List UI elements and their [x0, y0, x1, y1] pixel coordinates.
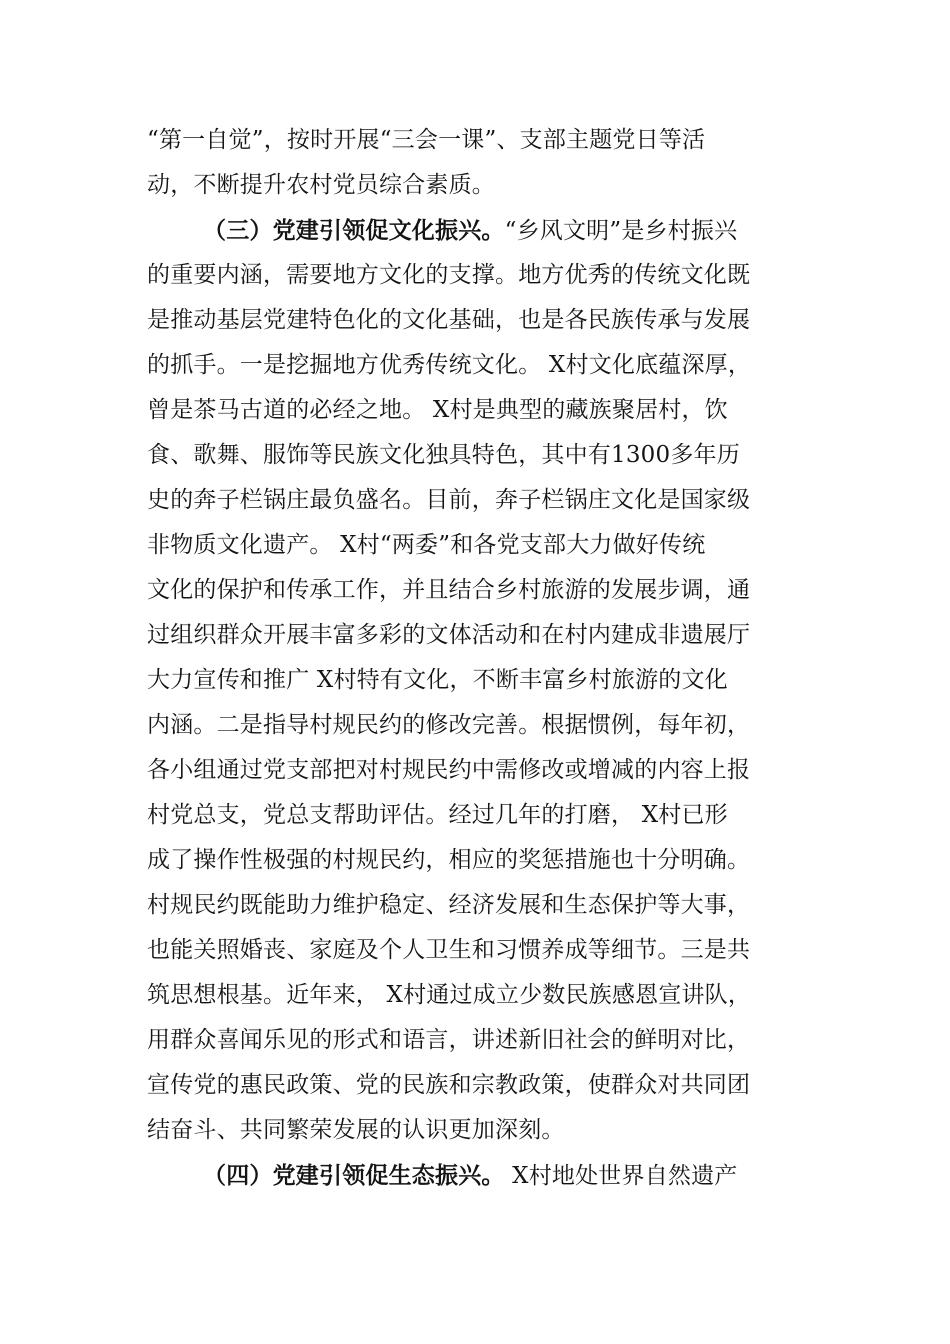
text-line: 曾是茶马古道的必经之地。 X村是典型的藏族聚居村，饮: [147, 397, 728, 423]
text-line: 也能关照婚丧、家庭及个人卫生和习惯养成等细节。三是共: [147, 937, 751, 963]
text-line: 大力宣传和推广 X村特有文化，不断丰富乡村旅游的文化: [147, 667, 728, 693]
section-heading: （三）党建引领促文化振兴。: [203, 217, 505, 244]
text-line: 是推动基层党建特色化的文化基础，也是各民族传承与发展: [147, 307, 751, 333]
text-line: 史的奔子栏锅庄最负盛名。目前，奔子栏锅庄文化是国家级: [147, 487, 751, 513]
text-line: 结奋斗、共同繁荣发展的认识更加深刻。: [147, 1117, 565, 1143]
text-line: 村规民约既能助力维护稳定、经济发展和生态保护等大事，: [147, 892, 751, 918]
text-line: 成了操作性极强的村规民约，相应的奖惩措施也十分明确。: [147, 847, 751, 873]
text-span: “乡风文明”是乡村振兴: [504, 218, 738, 244]
text-line: 文化的保护和传承工作，并且结合乡村旅游的发展步调，通: [147, 577, 751, 603]
text-line: 内涵。二是指导村规民约的修改完善。根据惯例，每年初，: [147, 712, 751, 738]
text-line: 村党总支，党总支帮助评估。经过几年的打磨， X村已形: [147, 802, 728, 828]
text-line: “第一自觉”，按时开展“三会一课”、支部主题党日等活: [147, 127, 706, 153]
text-span: X村地处世界自然遗产: [504, 1163, 738, 1189]
section-heading-line: [203, 1153, 827, 1198]
section-heading: （四）党建引领促生态振兴。: [203, 1162, 505, 1189]
text-line: 动，不断提升农村党员综合素质。: [147, 172, 495, 198]
text-line: 的抓手。一是挖掘地方优秀传统文化。 X村文化底蕴深厚，: [147, 352, 752, 378]
text-line: 各小组通过党支部把对村规民约中需修改或增减的内容上报: [147, 757, 751, 783]
text-line: 食、歌舞、服饰等民族文化独具特色，其中有1300多年历: [147, 442, 740, 468]
text-line: 宣传党的惠民政策、党的民族和宗教政策，使群众对共同团: [147, 1072, 751, 1098]
text-line: 用群众喜闻乐见的形式和语言，讲述新旧社会的鲜明对比，: [147, 1027, 751, 1053]
text-line: 的重要内涵，需要地方文化的支撑。地方优秀的传统文化既: [147, 262, 751, 288]
text-line: 过组织群众开展丰富多彩的文体活动和在村内建成非遗展厅: [147, 622, 751, 648]
text-line: 筑思想根基。近年来， X村通过成立少数民族感恩宣讲队，: [147, 982, 752, 1008]
text-line: 非物质文化遗产。 X村“两委”和各党支部大力做好传统: [147, 532, 706, 558]
section-heading-line: [203, 208, 827, 253]
